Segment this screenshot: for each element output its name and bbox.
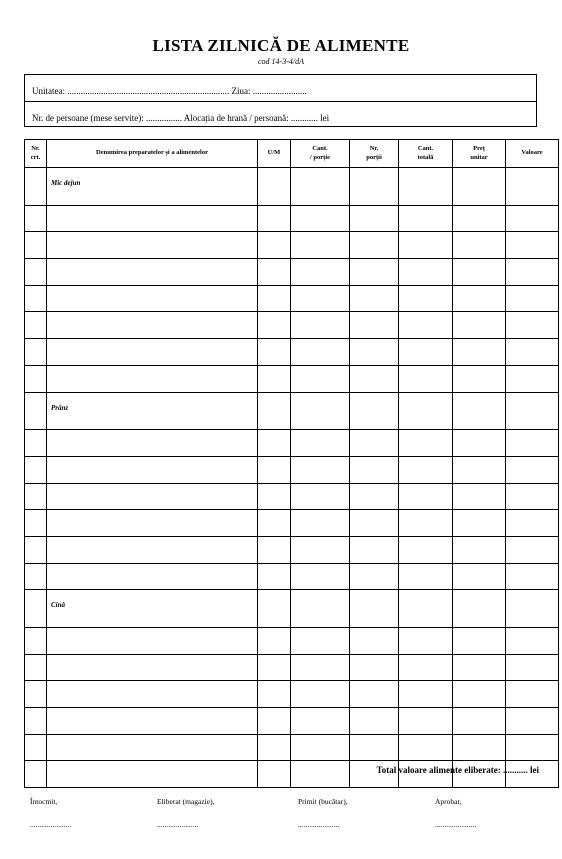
info-line-persons-allocation: Nr. de persoane (mese servite): ................ Alocația de hrană / persoană: ............ lei: [32, 113, 330, 123]
table-cell[interactable]: [291, 456, 350, 483]
signature-dots: ......................: [298, 820, 340, 829]
table-cell[interactable]: [25, 536, 47, 563]
section-label: Cină: [47, 590, 258, 628]
table-cell[interactable]: [291, 761, 350, 788]
table-cell[interactable]: [258, 430, 291, 457]
table-cell[interactable]: [47, 339, 258, 366]
table-cell[interactable]: [399, 232, 453, 259]
column-header-text: Denumirea preparatelor și a alimentelor: [96, 149, 208, 157]
table-cell[interactable]: [350, 510, 399, 537]
table-cell[interactable]: [25, 365, 47, 392]
section-row: [25, 168, 559, 206]
table-cell[interactable]: [25, 456, 47, 483]
column-header-qty-per-portion: [291, 140, 350, 168]
column-header-unit: [258, 140, 291, 168]
table-cell[interactable]: [506, 430, 559, 457]
table-cell[interactable]: [350, 232, 399, 259]
table-cell[interactable]: [399, 510, 453, 537]
table-body: [25, 168, 559, 788]
table-cell[interactable]: [453, 654, 506, 681]
table-cell[interactable]: [258, 365, 291, 392]
column-header-text: Valoare: [521, 149, 543, 157]
table-cell[interactable]: [291, 259, 350, 286]
table-cell[interactable]: [291, 483, 350, 510]
table-cell[interactable]: [25, 483, 47, 510]
table-row: [25, 312, 559, 339]
table-cell[interactable]: [47, 285, 258, 312]
table-cell[interactable]: [399, 430, 453, 457]
table-cell[interactable]: [399, 456, 453, 483]
table-cell[interactable]: [25, 761, 47, 788]
table-cell[interactable]: [258, 392, 291, 430]
table-cell[interactable]: [350, 734, 399, 761]
table-cell[interactable]: [291, 339, 350, 366]
table-cell[interactable]: [291, 708, 350, 735]
table-cell[interactable]: [506, 205, 559, 232]
table-cell[interactable]: [258, 259, 291, 286]
table-cell[interactable]: [453, 168, 506, 206]
table-cell[interactable]: [453, 590, 506, 628]
table-cell[interactable]: [25, 681, 47, 708]
table-cell[interactable]: [258, 339, 291, 366]
table-cell[interactable]: [25, 205, 47, 232]
signature-dots: ......................: [157, 820, 199, 829]
table-cell[interactable]: [506, 365, 559, 392]
column-header-text: crt.: [30, 153, 41, 161]
table-cell[interactable]: [506, 339, 559, 366]
table-cell[interactable]: [350, 430, 399, 457]
table-cell[interactable]: [25, 510, 47, 537]
table-cell[interactable]: [291, 430, 350, 457]
table-cell[interactable]: [350, 312, 399, 339]
table-row: [25, 734, 559, 761]
table-cell[interactable]: [506, 312, 559, 339]
table-row: [25, 536, 559, 563]
signature-issued: [157, 797, 215, 829]
table-cell[interactable]: [506, 734, 559, 761]
table-cell[interactable]: [258, 456, 291, 483]
table-cell[interactable]: [47, 483, 258, 510]
section-row: [25, 392, 559, 430]
table-cell[interactable]: [453, 430, 506, 457]
table-cell[interactable]: [453, 259, 506, 286]
table-cell[interactable]: [25, 708, 47, 735]
table-cell[interactable]: [25, 339, 47, 366]
table-row: [25, 708, 559, 735]
table-cell[interactable]: [453, 510, 506, 537]
table-cell[interactable]: [258, 510, 291, 537]
table-cell[interactable]: [453, 681, 506, 708]
table-cell[interactable]: [399, 628, 453, 655]
table-cell[interactable]: [350, 392, 399, 430]
info-divider: [25, 101, 536, 102]
table-cell[interactable]: [506, 628, 559, 655]
table-row: [25, 365, 559, 392]
column-header-text: U/M: [267, 149, 281, 157]
table-cell[interactable]: [350, 285, 399, 312]
table-cell[interactable]: [350, 365, 399, 392]
table-cell[interactable]: [399, 734, 453, 761]
table-cell[interactable]: [506, 232, 559, 259]
column-header-text: Cant.: [312, 144, 328, 152]
table-cell[interactable]: [399, 339, 453, 366]
table-cell[interactable]: [453, 734, 506, 761]
table-cell[interactable]: [258, 628, 291, 655]
table-cell[interactable]: [399, 259, 453, 286]
table-cell[interactable]: [47, 456, 258, 483]
table-cell[interactable]: [399, 563, 453, 590]
table-cell[interactable]: [453, 563, 506, 590]
table-cell[interactable]: [47, 734, 258, 761]
table-cell[interactable]: [25, 734, 47, 761]
table-cell[interactable]: [258, 483, 291, 510]
table-cell[interactable]: [291, 205, 350, 232]
column-header-item-name: [47, 140, 258, 168]
table-cell[interactable]: [399, 205, 453, 232]
table-cell[interactable]: [291, 563, 350, 590]
table-row: [25, 339, 559, 366]
table-cell[interactable]: [350, 168, 399, 206]
table-cell[interactable]: [47, 259, 258, 286]
table-row: [25, 483, 559, 510]
table-cell[interactable]: [25, 563, 47, 590]
signature-dots: ......................: [435, 820, 477, 829]
table-cell[interactable]: [291, 628, 350, 655]
table-cell[interactable]: [291, 681, 350, 708]
table-row: [25, 259, 559, 286]
signature-dots: ......................: [30, 820, 72, 829]
table-cell[interactable]: [47, 708, 258, 735]
header-row: [25, 140, 559, 168]
table-cell[interactable]: [399, 681, 453, 708]
column-header-value: [506, 140, 559, 168]
table-cell[interactable]: [506, 392, 559, 430]
table-cell[interactable]: [47, 628, 258, 655]
table-cell[interactable]: [399, 483, 453, 510]
table-cell[interactable]: [399, 708, 453, 735]
table-row: [25, 205, 559, 232]
table-cell[interactable]: [453, 205, 506, 232]
table-cell[interactable]: [399, 392, 453, 430]
column-header-text: Cant.: [417, 144, 434, 152]
table-cell[interactable]: [453, 365, 506, 392]
column-header-text: Nr.: [369, 144, 379, 152]
column-header-text: totală: [417, 153, 434, 161]
table-cell[interactable]: [291, 285, 350, 312]
table-cell[interactable]: [47, 563, 258, 590]
table-cell[interactable]: [291, 232, 350, 259]
table-cell[interactable]: [47, 205, 258, 232]
table-row: [25, 510, 559, 537]
table-cell[interactable]: [258, 681, 291, 708]
table-cell[interactable]: [47, 761, 258, 788]
table-cell[interactable]: [506, 563, 559, 590]
table-cell[interactable]: [291, 168, 350, 206]
column-header-text: / porție: [309, 153, 331, 161]
table-row: [25, 456, 559, 483]
table-cell[interactable]: [25, 392, 47, 430]
table-cell[interactable]: [258, 654, 291, 681]
table-row: [25, 628, 559, 655]
table-cell[interactable]: [350, 259, 399, 286]
table-cell[interactable]: [506, 590, 559, 628]
table-cell[interactable]: [350, 536, 399, 563]
column-header-total-qty: [399, 140, 453, 168]
table-cell[interactable]: [25, 590, 47, 628]
table-cell[interactable]: [506, 456, 559, 483]
table-cell[interactable]: [258, 285, 291, 312]
table-cell[interactable]: [291, 392, 350, 430]
signature-approved: [435, 797, 477, 829]
table-row: [25, 681, 559, 708]
table-row: [25, 232, 559, 259]
table-cell[interactable]: [350, 205, 399, 232]
table-cell[interactable]: [399, 285, 453, 312]
table-cell[interactable]: [47, 536, 258, 563]
table-cell[interactable]: [506, 681, 559, 708]
table-cell[interactable]: [350, 628, 399, 655]
table-cell[interactable]: [25, 285, 47, 312]
table-cell[interactable]: [291, 734, 350, 761]
table-cell[interactable]: [25, 232, 47, 259]
table-cell[interactable]: [25, 654, 47, 681]
table-cell[interactable]: [291, 312, 350, 339]
signature-label: Eliberat (magazie),: [157, 797, 215, 806]
table-cell[interactable]: [47, 312, 258, 339]
table-cell[interactable]: [506, 285, 559, 312]
table-row: [25, 285, 559, 312]
table-cell[interactable]: [291, 654, 350, 681]
table-cell[interactable]: [47, 232, 258, 259]
table-cell[interactable]: [25, 430, 47, 457]
table-cell[interactable]: [258, 590, 291, 628]
table-cell[interactable]: [258, 205, 291, 232]
signature-prepared: [30, 797, 72, 829]
table-cell[interactable]: [47, 365, 258, 392]
table-cell[interactable]: [350, 339, 399, 366]
table-cell[interactable]: [350, 654, 399, 681]
table-cell[interactable]: [453, 456, 506, 483]
section-row: [25, 590, 559, 628]
table-cell[interactable]: [47, 430, 258, 457]
table-cell[interactable]: [506, 536, 559, 563]
signature-label: Aprobat,: [435, 797, 462, 806]
table-cell[interactable]: [350, 590, 399, 628]
table-cell[interactable]: [506, 654, 559, 681]
table-cell[interactable]: [258, 232, 291, 259]
table-cell[interactable]: [506, 483, 559, 510]
table-cell[interactable]: [25, 312, 47, 339]
table-cell[interactable]: [350, 563, 399, 590]
table-cell[interactable]: [453, 232, 506, 259]
column-header-text: Preț: [473, 144, 485, 152]
table-cell[interactable]: [453, 312, 506, 339]
page-title: LISTA ZILNICĂ DE ALIMENTE: [152, 36, 410, 55]
signature-label: Primit (bucătar),: [298, 797, 348, 806]
table-cell[interactable]: [258, 168, 291, 206]
table-cell[interactable]: [291, 365, 350, 392]
form-code: cod 14-3-4/dA: [258, 57, 304, 66]
signature-received: [298, 797, 348, 829]
column-header-portions: [350, 140, 399, 168]
table-cell[interactable]: [258, 536, 291, 563]
table-cell[interactable]: [25, 628, 47, 655]
section-label: Mic dejun: [47, 168, 258, 206]
table-cell[interactable]: [506, 708, 559, 735]
signature-label: Întocmit,: [30, 797, 58, 806]
table-cell[interactable]: [350, 483, 399, 510]
table-cell[interactable]: [258, 734, 291, 761]
table-cell[interactable]: [47, 654, 258, 681]
table-cell[interactable]: [258, 761, 291, 788]
table-cell[interactable]: [399, 312, 453, 339]
table-cell[interactable]: [399, 654, 453, 681]
table-cell[interactable]: [350, 708, 399, 735]
table-cell[interactable]: [350, 456, 399, 483]
column-header-text: porții: [366, 153, 382, 161]
table-cell[interactable]: [350, 681, 399, 708]
table-cell[interactable]: [399, 590, 453, 628]
table-cell[interactable]: [453, 392, 506, 430]
column-header-text: unitar: [470, 153, 488, 161]
table-row: [25, 654, 559, 681]
table-cell[interactable]: [258, 563, 291, 590]
table-cell[interactable]: [399, 365, 453, 392]
table-cell[interactable]: [47, 510, 258, 537]
food-list-table: [24, 139, 559, 788]
table-cell[interactable]: [291, 590, 350, 628]
table-cell[interactable]: [258, 312, 291, 339]
column-header-unit-price: [453, 140, 506, 168]
table-header: [25, 140, 559, 168]
table-cell[interactable]: [258, 708, 291, 735]
table-cell[interactable]: [399, 536, 453, 563]
table-cell[interactable]: [47, 681, 258, 708]
table-cell[interactable]: [506, 510, 559, 537]
table-cell[interactable]: [453, 628, 506, 655]
table-cell[interactable]: [25, 259, 47, 286]
table-row: [25, 430, 559, 457]
table-cell[interactable]: [453, 708, 506, 735]
table-cell[interactable]: [291, 536, 350, 563]
table-cell[interactable]: [453, 339, 506, 366]
column-header-nr-crt: [25, 140, 47, 168]
table-cell[interactable]: [399, 168, 453, 206]
column-header-text: Nr.: [31, 144, 40, 152]
table-cell[interactable]: [453, 483, 506, 510]
table-cell[interactable]: [453, 536, 506, 563]
table-row: [25, 563, 559, 590]
total-value-line: Total valoare alimente eliberate: ........... lei: [376, 765, 539, 775]
info-box: [24, 74, 537, 127]
table-cell[interactable]: [25, 168, 47, 206]
table-cell[interactable]: [453, 285, 506, 312]
section-label: Prânz: [47, 392, 258, 430]
table-cell[interactable]: [291, 510, 350, 537]
table-cell[interactable]: [506, 259, 559, 286]
table-cell[interactable]: [506, 168, 559, 206]
info-line-unit-day: Unitatea: ........................................................................ Ziua: ........................: [32, 86, 307, 96]
